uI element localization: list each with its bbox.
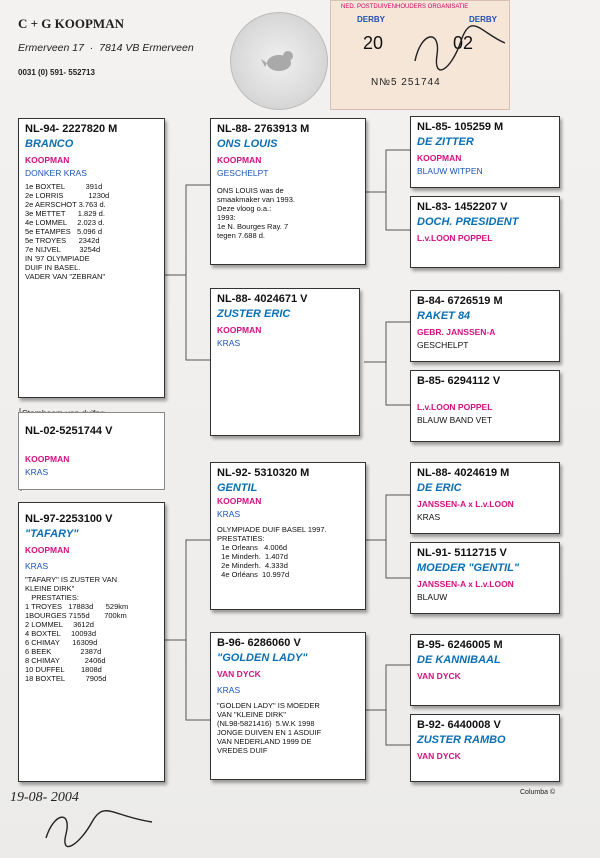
note-line: VAN "KLEINE DIRK" [217,710,286,719]
ggp2-card [410,196,560,268]
ggp1-name: DE ZITTER [417,136,474,148]
father-owner: KOOPMAN [25,155,70,165]
ggp7-card [410,634,560,706]
ggp8-name: ZUSTER RAMBO [417,734,506,746]
ggp3-card [410,290,560,362]
note-line: VADER VAN "ZEBRAN" [25,272,106,281]
father-color: DONKER KRAS [25,168,87,178]
father-ring: NL-94- 2227820 M [25,123,118,135]
ggp5-color: KRAS [417,512,441,522]
ggp6-owner: JANSSEN-A x L.v.LOON [417,579,514,589]
subject-ring: NL-02-5251744 V [25,425,113,437]
ggp4-ring: B-85- 6294112 V [417,375,501,387]
ggp7-owner: VAN DYCK [417,671,461,681]
note-line: 2 LOMMEL 3612d [25,620,94,629]
note-line: 1e Minderh. 1.407d [217,552,288,561]
ggp8-card [410,714,560,782]
ggp8-ring: B-92- 6440008 V [417,719,501,731]
note-line: 1BOURGES 7155d 700km [25,611,127,620]
note-line: 6 CHIMAY 16309d [25,638,98,647]
gp4-color: KRAS [217,685,241,695]
note-line: 3e METTET 1.829 d. [25,209,105,218]
father-notes [25,182,164,281]
software-brand: Columba © [520,789,556,796]
note-line: "TAFARY" IS ZUSTER VAN [25,575,118,584]
ggp8-owner: VAN DYCK [417,751,461,761]
note-line: 8 CHIMAY 2406d [25,656,106,665]
handwritten-date: 19-08- 2004 [10,790,79,805]
note-line: 4e Orléans 10.997d [217,570,290,579]
ggp2-owner: L.v.LOON POPPEL [417,233,493,243]
grandsire-paternal-card [210,118,366,265]
granddam-paternal-card [210,288,360,436]
ggp2-ring: NL-83- 1452207 V [417,201,508,213]
ggp5-ring: NL-88- 4024619 M [417,467,510,479]
note-line: IN '97 OLYMPIADE [25,254,90,263]
note-line: 1e BOXTEL 391d [25,182,103,191]
ggp6-ring: NL-91- 5112715 V [417,547,507,559]
ggp3-name: RAKET 84 [417,310,471,322]
note-line: tegen 7.688 d. [217,231,265,240]
gp3-notes [217,525,365,579]
mother-notes [25,575,164,683]
gp3-name: GENTIL [217,482,258,494]
note-line: OLYMPIADE DUIF BASEL 1997. [217,525,327,534]
gp4-notes [217,701,365,755]
ggp6-color: BLAUW [417,592,448,602]
note-line: 1e N. Bourges Ray. 7 [217,222,289,231]
derby-label-right: DERBY [469,15,498,24]
note-line: 2e Minderh. 4.333d [217,561,288,570]
ggp1-color: BLAUW WITPEN [417,166,483,176]
ggp4-card [410,370,560,442]
gp2-color: KRAS [217,338,241,348]
ggp6-card [410,542,560,614]
note-line: 1e Orleans 4.006d [217,543,288,552]
gp4-name: "GOLDEN LADY" [217,652,308,664]
gp1-name: ONS LOUIS [217,138,278,150]
gp1-notes [217,186,365,240]
certificate-org: NED. POSTDUIVENHOUDERS ORGANISATIE [341,4,469,10]
note-line: 10 DUFFEL 1808d [25,665,102,674]
gp1-color: GESCHELPT [217,168,269,178]
ggp6-name: MOEDER "GENTIL" [417,562,520,574]
ggp5-card [410,462,560,534]
ggp3-color: GESCHELPT [417,340,469,350]
note-line: PRESTATIES: [217,534,265,543]
ggp3-owner: GEBR. JANSSEN-A [417,327,496,337]
gp3-owner: KOOPMAN [217,496,262,506]
ggp4-color: BLAUW BAND VET [417,415,493,425]
note-line: smaakmaker van 1993. [217,195,295,204]
note-line: 18 BOXTEL 7905d [25,674,107,683]
mother-owner: KOOPMAN [25,545,70,555]
ggp1-owner: KOOPMAN [417,153,462,163]
note-line: 5e ETAMPES 5.096 d [25,227,102,236]
derby-label-left: DERBY [357,15,386,24]
ggp7-ring: B-95- 6246005 M [417,639,503,651]
gp3-ring: NL-92- 5310320 M [217,467,310,479]
note-line: ONS LOUIS was de [217,186,284,195]
gp1-ring: NL-88- 2763913 M [217,123,310,135]
note-line: 2e LORRIS 1230d [25,191,110,200]
note-line: 4e LOMMEL 2.023 d. [25,218,105,227]
breeder-phone: 0031 (0) 591- 552713 [18,68,95,77]
subject-owner: KOOPMAN [25,454,70,464]
gp4-owner: VAN DYCK [217,669,261,679]
breeder-address: Ermerveen 17 · 7814 VB Ermerveen [18,42,194,54]
note-line: "GOLDEN LADY" IS MOEDER [217,701,320,710]
note-line: KLEINE DIRK" [25,584,75,593]
breeder-name: C + G KOOPMAN [18,16,124,31]
granddam-maternal-card [210,632,366,780]
gp1-owner: KOOPMAN [217,155,262,165]
ggp5-name: DE ERIC [417,482,462,494]
note-line: 5e TROYES 2342d [25,236,100,245]
gp2-name: ZUSTER ERIC [217,308,291,320]
note-line: (NL98-5821416) 5.W.K 1998 [217,719,315,728]
note-line: VAN NEDERLAND 1999 DE [217,737,312,746]
mother-ring: NL-97-2253100 V [25,513,113,525]
ggp4-owner: L.v.LOON POPPEL [417,402,493,412]
note-line: Deze vloog o.a.: [217,204,272,213]
subject-color: KRAS [25,467,49,477]
note-line: 4 BOXTEL 10093d [25,629,97,638]
mother-card [18,502,165,782]
ggp3-ring: B-84- 6726519 M [417,295,503,307]
note-line: 1 TROYES 17883d 529km [25,602,129,611]
gp3-color: KRAS [217,509,241,519]
grandsire-maternal-card [210,462,366,610]
ggp1-card [410,116,560,188]
signature-icon [40,808,160,848]
ggp5-owner: JANSSEN-A x L.v.LOON [417,499,514,509]
note-line: 6 BEEK 2387d [25,647,102,656]
gp4-ring: B-96- 6286060 V [217,637,301,649]
note-line: 7e NIJVEL 3254d [25,245,101,254]
certificate-year-a: 20 [363,33,384,53]
father-card [18,118,165,398]
note-line: 1993: [217,213,236,222]
note-line: PRESTATIES: [25,593,79,602]
certificate-serial: N№5 251744 [371,77,441,88]
ggp1-ring: NL-85- 105259 M [417,121,504,133]
subject-card [18,412,165,490]
note-line: JONGE DUIVEN EN 1 ASDUIF [217,728,322,737]
gp2-owner: KOOPMAN [217,325,262,335]
note-line: 2e AERSCHOT 3.763 d. [25,200,106,209]
mother-name: "TAFARY" [25,528,79,540]
note-line: DUIF IN BASEL. [25,263,81,272]
father-name: BRANCO [25,138,74,150]
note-line: VREDES DUIF [217,746,268,755]
certificate-year-b: 02 [453,33,474,53]
gp2-ring: NL-88- 4024671 V [217,293,308,305]
mother-color: KRAS [25,561,49,571]
ggp7-name: DE KANNIBAAL [417,654,501,666]
ggp2-name: DOCH. PRESIDENT [417,216,519,228]
